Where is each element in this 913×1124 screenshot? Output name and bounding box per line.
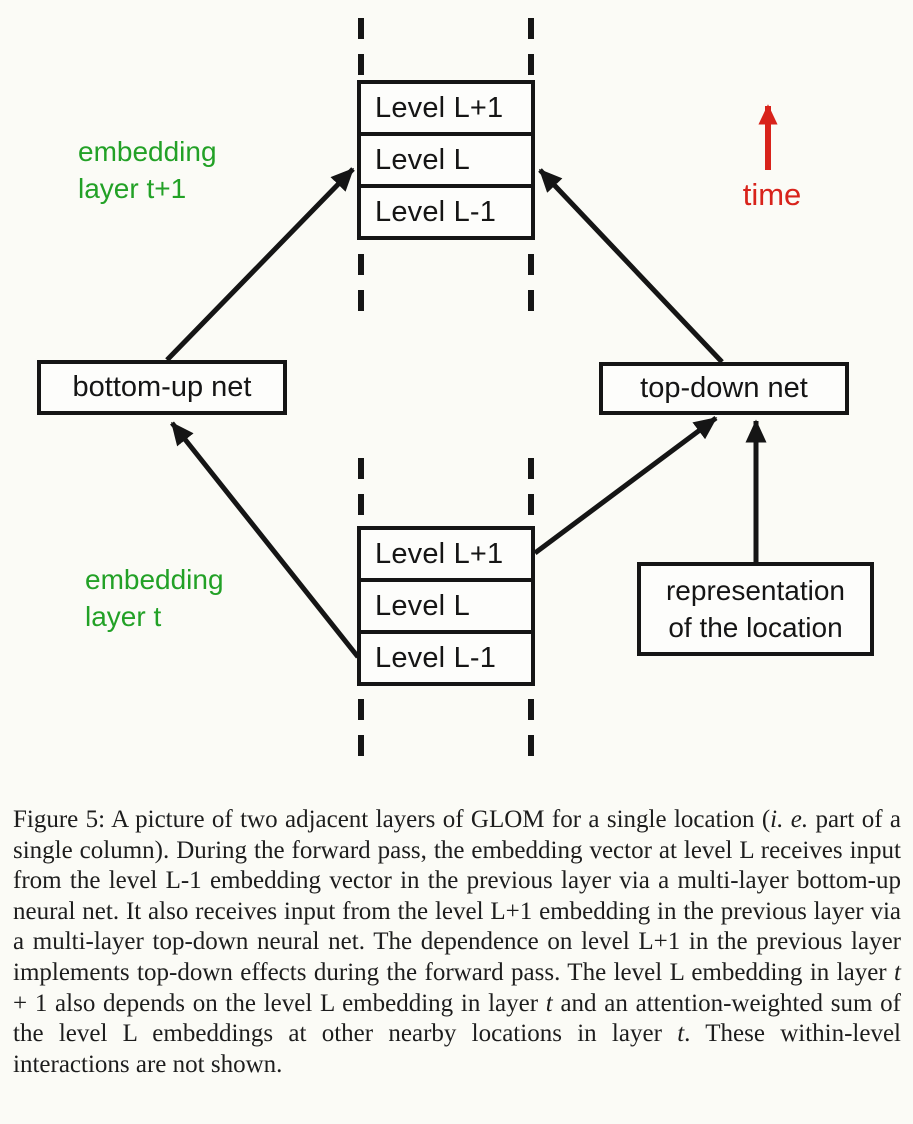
bottom-up-net-box: bottom-up net <box>37 360 287 415</box>
embedding-layer-t-label <box>85 561 224 635</box>
embedding-layer-t1-line2: layer t+1 <box>78 173 187 204</box>
representation-line2: of the location <box>668 612 843 643</box>
embedding-stack-t-plus-1 <box>357 80 535 240</box>
stack-t1-level-L-plus-1: Level L+1 <box>357 80 535 136</box>
top-down-net-box: top-down net <box>599 362 849 415</box>
arrow-top-down-net-to-levelL <box>540 170 722 362</box>
figure-caption: Figure 5: A picture of two adjacent layers of GLOM for a single location (i. e. part of a single column). During the forward pass, the embedding vector at level L receives input from the level L-1 embedding vector in the previous layer via a multi-layer bottom-up neural net. It also receives input from the level L+1 embedding in the previous layer via a multi-layer top-down neural net. The dependence on level L+1 in the previous layer implements top-down effects during the forward pass. The level L embedding in layer t + 1 also depends on the level L embedding in layer t and an attention-weighted sum of the level L embeddings at other nearby locations in layer t. These within-level interactions are not shown. <box>13 806 901 1078</box>
embedding-layer-t1-line1: embedding <box>78 136 217 167</box>
stack-t-level-L-plus-1: Level L+1 <box>357 526 535 582</box>
representation-box <box>637 562 874 656</box>
time-label: time <box>742 177 802 212</box>
stack-t1-level-L: Level L <box>357 132 535 188</box>
stack-t1-level-L-minus-1: Level L-1 <box>357 184 535 240</box>
arrow-levelL+1-to-top-down-net <box>535 418 716 553</box>
embedding-layer-t1-label <box>78 133 217 207</box>
stack-t-level-L: Level L <box>357 578 535 634</box>
representation-line1: representation <box>665 575 845 606</box>
stack-t-level-L-minus-1: Level L-1 <box>357 630 535 686</box>
embedding-stack-t <box>357 526 535 686</box>
embedding-layer-t-line2: layer t <box>85 601 162 632</box>
embedding-layer-t-line1: embedding <box>85 564 224 595</box>
